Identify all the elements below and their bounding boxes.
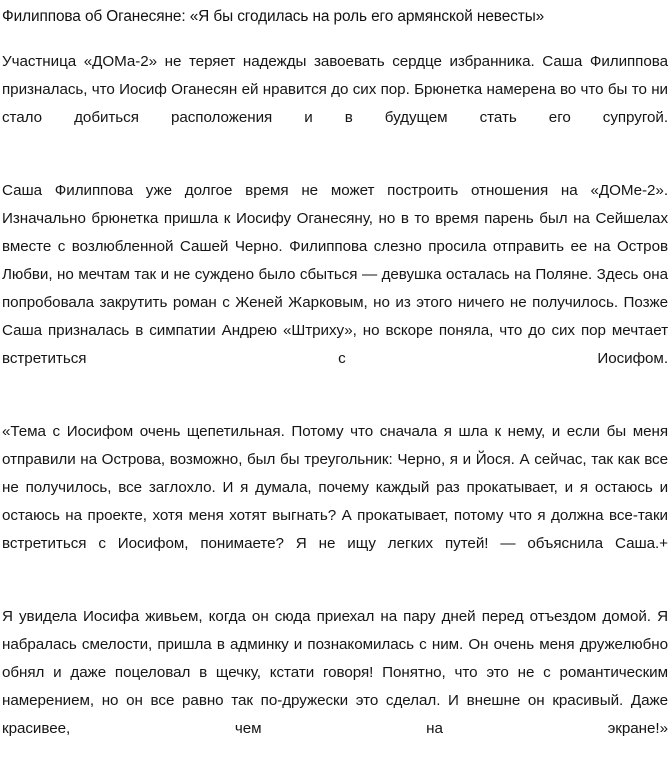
spacer — [2, 401, 668, 418]
article-paragraph-4-quote: Я увидела Иосифа живьем, когда он сюда приехал на пару дней перед отъездом домой. Я набралась смелости, пришла в админку и познакомилась с ним. Он очень меня дружелюбно обнял и даже поцеловал в щечку, кстати говоря! Понятно, что это не с романтическим намерением, но он все равно так по-дружески это сделал. И внешне он красивый. Даже красивее, чем на экране!» — [2, 608, 668, 737]
spacer — [2, 31, 668, 48]
page-title: Филиппова об Оганесяне: «Я бы сгодилась на роль его армянской невесты» — [2, 8, 545, 25]
article-paragraph-1: Участница «ДОМа-2» не теряет надежды завоевать сердце избранника. Саша Филиппова призналась, что Иосиф Оганесян ей нравится до сих пор. Брюнетка намерена во что бы то ни стало добиться расположения и в будущем стать его супругой. — [2, 53, 668, 126]
spacer — [2, 586, 668, 603]
article-paragraph-2: Саша Филиппова уже долгое время не может построить отношения на «ДОМе-2». Изначально брюнетка пришла к Иосифу Оганесяну, но в то время парень был на Сейшелах вместе с возлюбленной Сашей Черно. Филиппова слезно просила отправить ее на Остров Любви, но мечтам так и не суждено было сбыться — девушка осталась на Поляне. Здесь она попробовала закрутить роман с Женей Жарковым, но из этого ничего не получилось. Позже Саша призналась в симпатии Андрею «Штриху», но вскоре поняла, что до сих пор мечтает встретиться с Иосифом. — [2, 182, 668, 367]
article-paragraph-3-quote: «Тема с Иосифом очень щепетильная. Потому что сначала я шла к нему, и если бы меня отправили на Острова, возможно, был бы треугольник: Черно, я и Йося. А сейчас, так как все не получилось, все заглохло. И я думала, почему каждый раз прокатывает, и я остаюсь и остаюсь на проекте, хотя меня хотят выгнать? А прокатывает, потому что я должна все-таки встретиться с Иосифом, понимаете? Я не ищу легких путей! — объяснила Саша.+ — [2, 423, 668, 552]
spacer — [2, 160, 668, 177]
